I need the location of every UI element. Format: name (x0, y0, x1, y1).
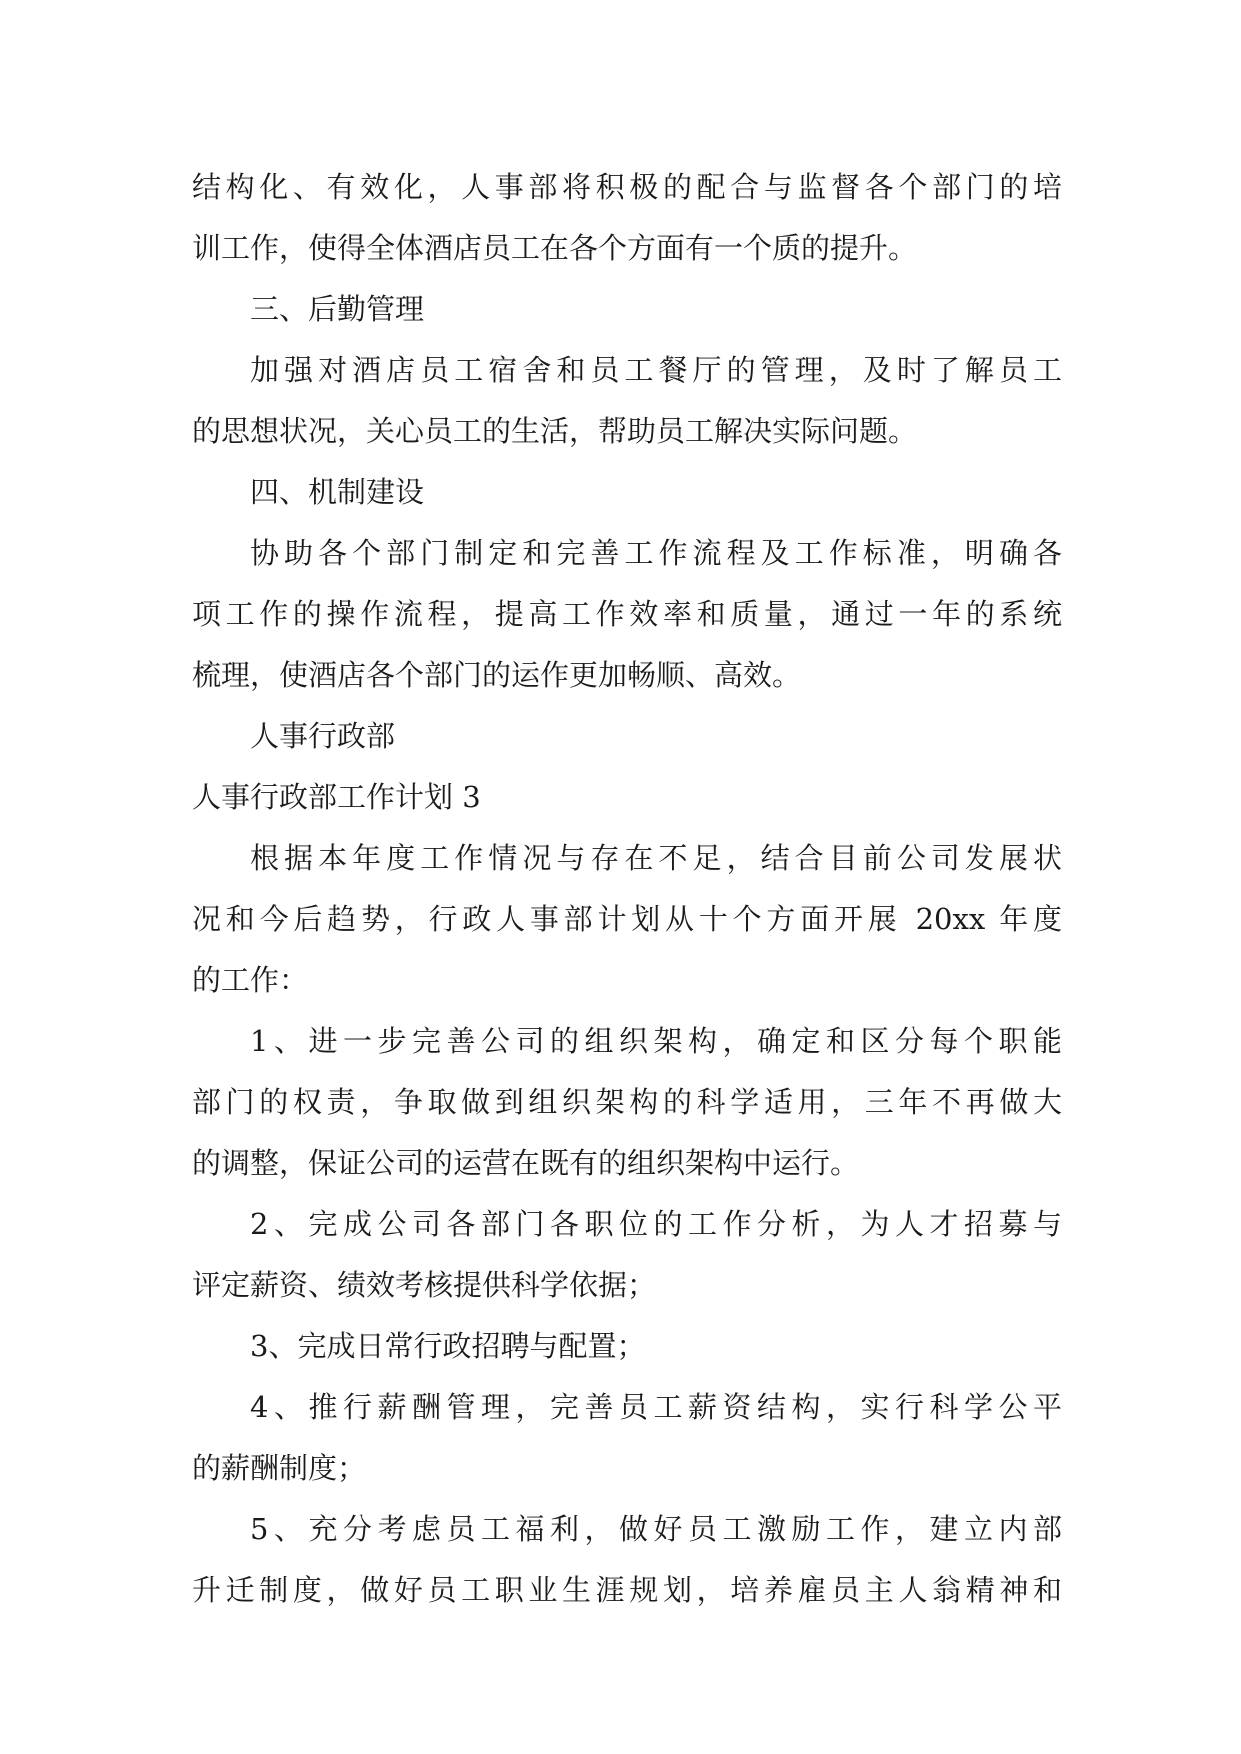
text-line: 部门的权责，争取做到组织架构的科学适用，三年不再做大 (192, 1085, 1062, 1119)
text-line: 的思想状况，关心员工的生活，帮助员工解决实际问题。 (192, 414, 918, 448)
text-line: 训工作，使得全体酒店员工在各个方面有一个质的提升。 (192, 231, 918, 265)
text-line: 评定薪资、绩效考核提供科学依据； (192, 1268, 657, 1302)
list-item-line: 1、进一步完善公司的组织架构，确定和区分每个职能 (250, 1024, 1062, 1058)
list-item-line: 3、完成日常行政招聘与配置； (250, 1329, 646, 1363)
text-line: 加强对酒店员工宿舍和员工餐厅的管理，及时了解员工 (250, 353, 1062, 387)
section-heading: 三、后勤管理 (250, 292, 425, 326)
section-heading: 四、机制建设 (250, 475, 425, 509)
text-line: 升迁制度，做好员工职业生涯规划，培养雇员主人翁精神和 (192, 1573, 1062, 1607)
list-item-line: 2、完成公司各部门各职位的工作分析，为人才招募与 (250, 1207, 1062, 1241)
signature-line: 人事行政部 (250, 719, 396, 753)
text-line: 结构化、有效化，人事部将积极的配合与监督各个部门的培 (192, 170, 1062, 204)
text-line: 的薪酬制度； (192, 1451, 367, 1485)
text-line: 的工作： (192, 963, 309, 997)
text-line: 协助各个部门制定和完善工作流程及工作标准，明确各 (250, 536, 1062, 570)
text-line: 况和今后趋势，行政人事部计划从十个方面开展 20xx 年度 (192, 902, 1062, 936)
text-line: 项工作的操作流程，提高工作效率和质量，通过一年的系统 (192, 597, 1062, 631)
text-line: 根据本年度工作情况与存在不足，结合目前公司发展状 (250, 841, 1062, 875)
text-line: 的调整，保证公司的运营在既有的组织架构中运行。 (192, 1146, 860, 1180)
document-body (192, 157, 1062, 1621)
document-title: 人事行政部工作计划 3 (192, 780, 481, 814)
list-item-line: 5、充分考虑员工福利，做好员工激励工作，建立内部 (250, 1512, 1062, 1546)
list-item-line: 4、推行薪酬管理，完善员工薪资结构，实行科学公平 (250, 1390, 1062, 1424)
text-line: 梳理，使酒店各个部门的运作更加畅顺、高效。 (192, 658, 802, 692)
